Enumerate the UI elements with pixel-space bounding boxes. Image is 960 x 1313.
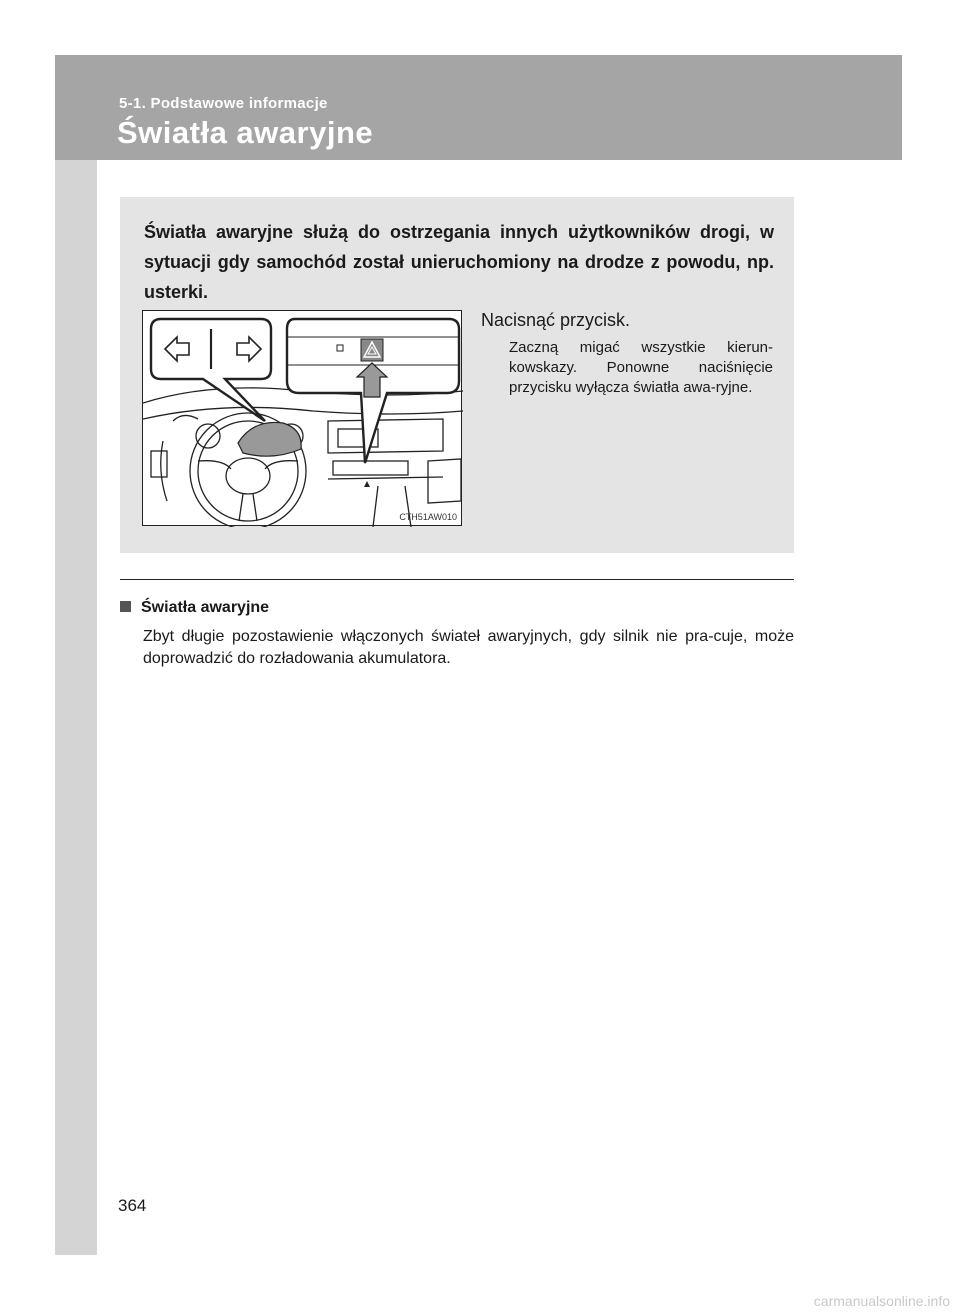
section-divider bbox=[120, 579, 794, 580]
dashboard-illustration bbox=[142, 310, 462, 526]
bullet-square-icon bbox=[120, 601, 131, 612]
page-side-band bbox=[55, 55, 97, 1255]
step-heading: Nacisnąć przycisk. bbox=[481, 310, 631, 330]
watermark: carmanualsonline.info bbox=[813, 1293, 950, 1309]
page-number: 364 bbox=[118, 1196, 147, 1215]
illustration-code: CTH51AW010 bbox=[399, 512, 457, 522]
step-description: Zaczną migać wszystkie kierun-kowskazy. Ponowne naciśnięcie przycisku wyłącza światła awa-ryjne. bbox=[509, 339, 773, 396]
note-heading-text: Światła awaryjne bbox=[141, 599, 270, 616]
intro-text: Światła awaryjne służą do ostrzegania innych użytkowników drogi, w sytuacji gdy samochód został unieruchomiony na drodze z powodu, np. usterki. bbox=[144, 222, 774, 302]
dashboard-drawing bbox=[143, 311, 463, 527]
page-header bbox=[55, 55, 902, 160]
section-label: 5-1. Podstawowe informacje bbox=[119, 95, 328, 112]
note-heading bbox=[120, 599, 269, 617]
page-title: Światła awaryjne bbox=[117, 115, 374, 150]
note-body: Zbyt długie pozostawienie włączonych świateł awaryjnych, gdy silnik nie pra-cuje, może doprowadzić do rozładowania akumulatora. bbox=[143, 628, 794, 667]
info-box bbox=[120, 197, 794, 553]
